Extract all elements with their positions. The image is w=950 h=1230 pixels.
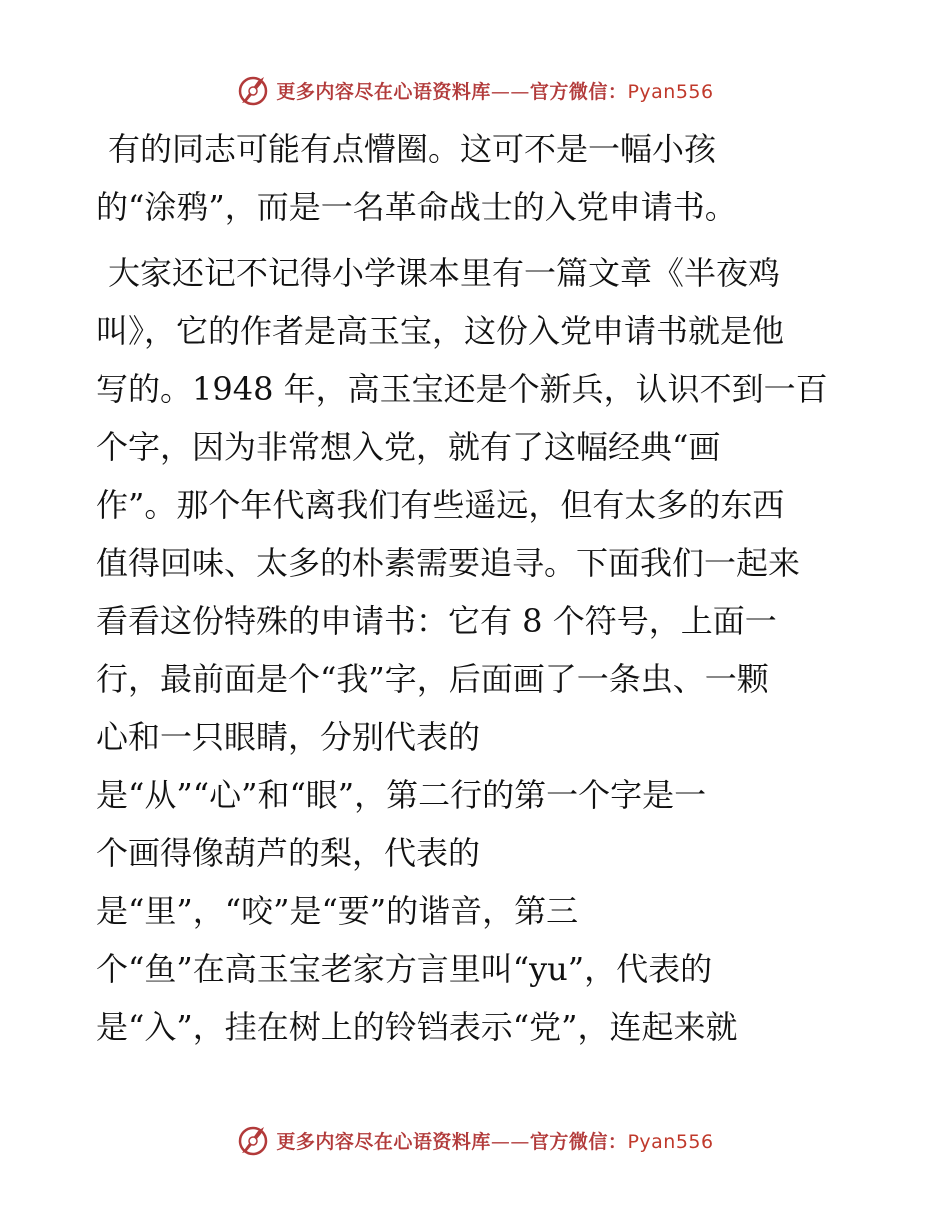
text-line: 个字，因为非常想入党，就有了这幅经典“画 [96, 428, 721, 466]
footer-dash: —— [490, 1130, 530, 1153]
header-watermark-text [276, 77, 713, 104]
paragraph-2 [96, 244, 876, 1056]
text-line: 写的。1948 年，高玉宝还是个新兵，认识不到一百 [96, 370, 828, 408]
text-line: 是“入”，挂在树上的铃铛表示“党”，连起来就 [96, 1008, 738, 1046]
quill-logo-icon [236, 1123, 270, 1157]
text-line: 个“鱼”在高玉宝老家方言里叫“yu”，代表的 [96, 950, 713, 988]
header-brand: 更多内容尽在心语资料库 [276, 80, 491, 103]
footer-brand: 更多内容尽在心语资料库 [276, 1130, 491, 1153]
footer-watermark-text [276, 1127, 713, 1154]
text-line: 看看这份特殊的申请书：它有 8 个符号，上面一 [96, 602, 777, 640]
document-body [96, 120, 876, 1056]
text-line: 心和一只眼睛，分别代表的 [96, 718, 481, 756]
footer-wechat-id: Pyan556 [627, 1130, 714, 1153]
text-line: 个画得像葫芦的梨，代表的 [96, 834, 481, 872]
text-line: 有的同志可能有点懵圈。这可不是一幅小孩 [108, 130, 717, 168]
text-line: 作”。那个年代离我们有些遥远，但有太多的东西 [96, 486, 785, 524]
header-official-label: 官方微信： [529, 80, 628, 103]
quill-logo-icon [236, 73, 270, 107]
text-line: 是“里”，“咬”是“要”的谐音，第三 [96, 892, 579, 930]
header-dash: —— [490, 80, 530, 103]
paragraph-1 [96, 120, 876, 236]
text-line: 值得回味、太多的朴素需要追寻。下面我们一起来 [96, 544, 801, 582]
header-wechat-id: Pyan556 [627, 80, 714, 103]
text-line: 行，最前面是个“我”字，后面画了一条虫、一颗 [96, 660, 769, 698]
text-line: 叫》，它的作者是高玉宝，这份入党申请书就是他 [96, 312, 785, 350]
footer-watermark [0, 1120, 950, 1160]
text-line: 是“从”“心”和“眼”，第二行的第一个字是一 [96, 776, 707, 814]
text-line: 大家还记不记得小学课本里有一篇文章《半夜鸡 [108, 254, 781, 292]
header-watermark [0, 70, 950, 110]
text-line: 的“涂鸦”，而是一名革命战士的入党申请书。 [96, 188, 737, 226]
footer-official-label: 官方微信： [529, 1130, 628, 1153]
